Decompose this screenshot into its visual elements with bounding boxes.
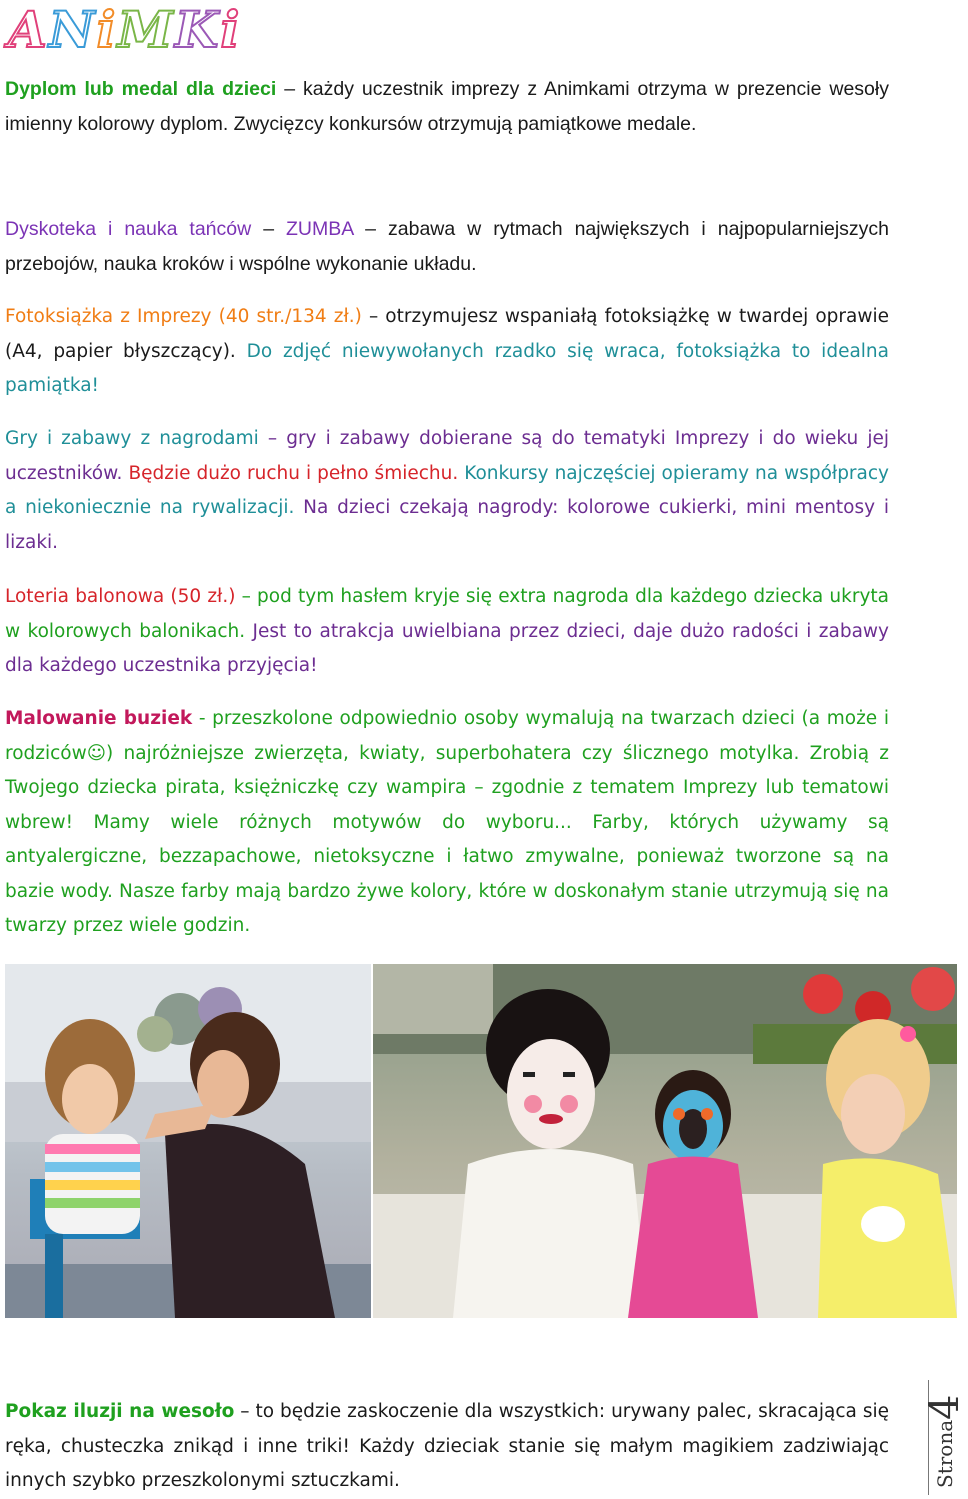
facepaint-text: - przeszkolone odpowiednio osoby wymalują na twarzach dzieci (a może i rodziców (5, 708, 889, 764)
page-number (922, 1378, 968, 1488)
games-paragraph (5, 422, 889, 560)
face-painted-kids-photo (373, 964, 957, 1318)
photobook-paragraph (5, 300, 889, 404)
lottery-paragraph (5, 580, 889, 684)
page-label: Strona (933, 1419, 957, 1488)
logo-letter: M (117, 0, 175, 59)
games-text-3: Konkursy najczęściej opieramy na współpracy a niekoniecznie na rywalizacji. (5, 462, 889, 518)
diploma-title: Dyplom lub medal dla dzieci (5, 78, 277, 100)
lottery-text: – pod tym hasłem kryje się extra nagroda dla każdego dziecka ukryta w kolorowych balonikach. (5, 586, 889, 642)
lottery-text-2: Jest to atrakcja uwielbiana przez dzieci, daje dużo radości i zabawy dla każdego uczestnika przyjęcia! (5, 620, 889, 676)
photobook-text: – otrzymujesz wspaniałą fotoksiążkę w twardej oprawie (A4, papier błyszczący). (5, 306, 889, 362)
logo-letter: K (174, 0, 221, 59)
facepaint-paragraph (5, 702, 889, 944)
logo-letter: i (220, 0, 242, 59)
disco-title: Dyskoteka i nauka tańców (5, 218, 252, 240)
logo-letter: A (8, 0, 49, 59)
page-number-value: 4 (922, 1394, 968, 1420)
logo-letter: N (48, 0, 97, 59)
disco-text: – zabawa w rytmach największych i najpopularniejszych przebojów, nauka kroków i wspólne wykonanie układu. (5, 218, 889, 275)
face-painted-kids-photo-illustration (373, 964, 957, 1318)
disco-paragraph (5, 212, 889, 282)
illusion-title: Pokaz iluzji na wesoło (5, 1401, 235, 1422)
illusion-paragraph (5, 1395, 889, 1499)
illusion-text: – to będzie zaskoczenie dla wszystkich: urywany palec, skracająca się ręka, chusteczka znikąd i inne triki! Każdy dzieciak stanie się małym magikiem zadziwiając innych szybko przeszkolonymi sztuczkami. (5, 1401, 889, 1491)
face-painting-photo (5, 964, 371, 1318)
games-title: Gry i zabawy z nagrodami (5, 428, 259, 449)
face-painting-photo-illustration (5, 964, 371, 1318)
diploma-paragraph (5, 72, 889, 142)
smiley-icon: ☺ (86, 742, 107, 764)
facepaint-title: Malowanie buziek (5, 708, 193, 729)
disco-dash: – (251, 218, 287, 240)
games-text-4: Na dzieci czekają nagrody: kolorowe cukierki, mini mentosy i lizaki. (5, 497, 889, 553)
facepaint-text-2: ) najróżniejsze zwierzęta, kwiaty, superbohatera czy ślicznego motylka. Zrobią z Twojego dziecka pirata, księżniczkę czy wampira – zgodnie z tematem Imprezy lub tematowi wbrew! Mamy wiele różnych motywów do wyboru... Farby, których używamy są antyalergiczne, bezzapachowe, nietoksyczne i łatwo zmywalne, ponieważ tworzone są na bazie wody. Nasze farby mają bardzo żywe kolory, które w doskonałym stanie utrzymują się na twarzy przez wiele godzin. (5, 742, 889, 936)
diploma-text: – każdy uczestnik imprezy z Animkami otrzyma w prezencie wesoły imienny kolorowy dyplom. Zwycięzcy konkursów otrzymują pamiątkowe medale. (5, 78, 889, 135)
animki-logo (8, 2, 241, 58)
games-text-2: Będzie dużo ruchu i pełno śmiechu. (122, 462, 459, 484)
zumba-label: ZUMBA (286, 218, 354, 240)
games-text: – gry i zabawy dobierane są do tematyki Imprezy i do wieku jej uczestników. (5, 428, 889, 484)
logo-letter: i (96, 0, 118, 59)
lottery-title: Loteria balonowa (50 zł.) (5, 586, 236, 607)
photobook-text-2: Do zdjęć niewywołanych rzadko się wraca, fotoksiążka to idealna pamiątka! (5, 340, 889, 396)
photobook-title: Fotoksiążka z Imprezy (40 str./134 zł.) (5, 306, 362, 327)
